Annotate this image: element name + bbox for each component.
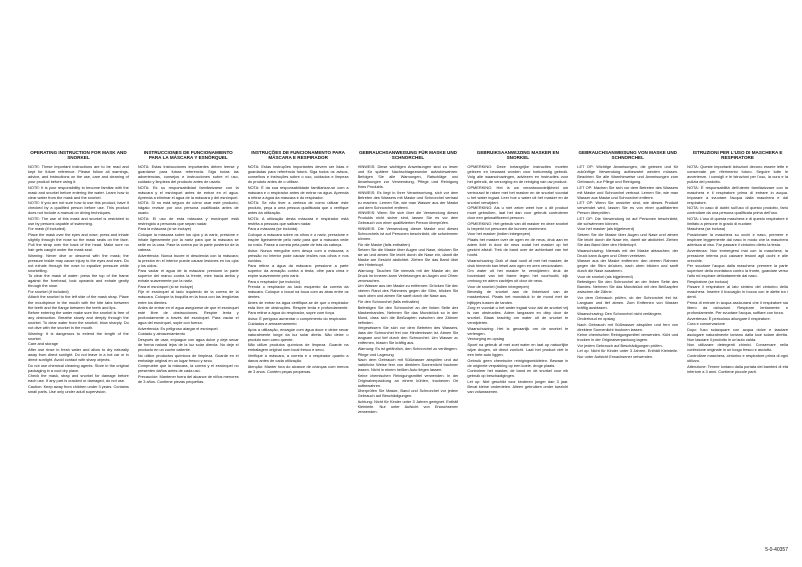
paragraph: NOTA: In caso di dubbi sull'uso di questo prodotto, farlo controllare da una persona qualificata prima dell'uso.	[687, 205, 788, 216]
paragraph: Prima di entrare in acqua assicurarsi che il respiratore sia libero da ostruzioni. Respirare lentamente e profondamente. Per svuotare l'acqua, soffiare con forza.	[687, 300, 788, 316]
column-italian	[687, 150, 788, 550]
paragraph: Voor het masker (indien inbegrepen)	[467, 231, 531, 237]
paragraph: Befestigen Sie den Schnorchel an der linken Seite des Bandes. Nehmen Sie das Mundstück mit den Beißzapfen zwischen die Zähne.	[577, 279, 679, 295]
paragraph: Após a utilização, enxagúe com água doce e deixe secar naturalmente longe da luz solar direta. Não deixe o produto num carro quente.	[247, 326, 349, 342]
paragraph: LET OP: Die Verwendung ist auf Personen beschränkt, die schwimmen können.	[577, 215, 679, 226]
paragraph: Dopo l'uso sciacquare con acqua dolce e lasciare asciugare naturalmente lontano dalla luce solare diretta. Non lasciare il prodotto in un'auto calda.	[687, 326, 788, 342]
column-title: INSTRUÇÕES DE FUNCIONAMENTO PARA MÁSCARA E RESPIRADOR	[251, 150, 345, 161]
paragraph: Wasser aus der Maske entfernen: den oberen Rahmen gegen die Stirn drücken, nach oben blicken und sanft durch die Nase ausatmen.	[577, 258, 679, 274]
paragraph: Advertencia: Nunca bucee ni descienda con la máscara; la presión en el interior puede causar lesiones en los ojos y los oídos.	[137, 252, 239, 268]
paragraph: Atenção: Manter fora do alcance de crianças com menos de 3 anos. Contém peças pequenas.	[247, 363, 349, 374]
column-title: GEBRUIKSAANWIJZING MASKER EN SNORKEL	[476, 150, 559, 161]
paragraph: Para vaciar el agua de la máscara: presione la parte superior del marco contra la frente, mire hacia arriba y exhale suavemente por la nariz.	[137, 268, 239, 284]
paragraph: NOTA: Estas instrucciones importantes deben leerse y guardarse para futura referencia. Siga todas las advertencias, consejos e instrucciones sobre el uso, cuidado y limpieza del producto antes de usarlo.	[137, 163, 239, 184]
paragraph: Cura e conservazione	[687, 321, 725, 327]
paragraph: Überprüfen Sie Maske, Band und Schnorchel vor jedem Gebrauch auf Beschädigungen.	[357, 388, 459, 399]
paragraph: LET OP: Wichtige Anweisungen, die gelesen und für zukünftige Verwendung aufbewahrt werden müssen. Beachten Sie alle Warnhinweise und Anweisungen zum Gebrauch, zur Pflege und Reinigung.	[577, 163, 679, 184]
paragraph: For mask (if included)	[28, 226, 66, 232]
paragraph: Precaución: Mantener fuera del alcance de niños menores de 3 años. Contiene piezas pequeñas.	[137, 373, 239, 384]
paragraph: Check the mask, strap and snorkel for damage before each use. If any part is cracked or damaged, do not use.	[28, 373, 129, 384]
column-body	[467, 164, 568, 395]
paragraph: Nach Gebrauch mit Süßwasser abspülen und fern von direktem Sonnenlicht trocknen lassen.	[577, 321, 679, 332]
column-body	[577, 164, 678, 359]
paragraph: OPMERKING: Als u niet zeker weet hoe u dit product moet gebruiken, laat het dan voor gebruik controleren door een gekwalificeerd persoon.	[467, 205, 569, 221]
column-title: GEBRAUCHSANWEISUNG FÜR MASKE UND SCHNORCHEL	[358, 150, 457, 161]
paragraph: Avvertenza: È pericoloso allungare il respiratore.	[687, 315, 771, 321]
paragraph: Bevestig de snorkel aan de linkerkant van de maskerband. Plaats het mondstuk in de mond met de bijtlipjes tussen de tanden.	[467, 289, 569, 305]
paragraph: Waarschuwing: Het is gevaarlijk om de snorkel te verlengen.	[467, 325, 569, 336]
paragraph: Setzen Sie die Maske über Augen und Nase und atmen Sie leicht durch die Nase ein, damit sie abdichtet. Ziehen Sie das Band über den Hinterkopf.	[577, 231, 679, 248]
paragraph: Non utilizzare detergenti chimici. Conservare nella confezione originale in un luogo fresco e asciutto.	[687, 342, 788, 353]
paragraph: LET OP: Machen Sie sich vor dem Betreten des Wassers mit Maske und Schnorchel vertraut. Lernen Sie, wie man Wasser aus Maske und Schnorchel entfernt.	[577, 184, 679, 200]
paragraph: Keine chemischen Reinigungsmittel verwenden. In der Originalverpackung an einem kühlen, trockenen Ort aufbewahren.	[357, 372, 459, 388]
paragraph: Voor de snorkel (als bijgeleverd)	[577, 273, 633, 279]
paragraph: NOTE: If you are not sure how to use this product, have it checked by a qualified person before use. This product does not include a manual on diving techniques.	[28, 200, 129, 216]
paragraph: Cuidado y almacenamiento	[137, 331, 185, 337]
paragraph: Maschera (se inclusa)	[687, 226, 726, 232]
paragraph: Compruebe que la máscara, la correa y el esnórquel no presenten daños antes de cada uso.	[137, 363, 239, 374]
paragraph: OPMERKING: Het gebruik van dit masker en deze snorkel is beperkt tot personen die kunnen zwemmen.	[467, 220, 569, 231]
paragraph: Plaats het masker over de ogen en de neus, druk aan en adem licht in door de neus zodat het masker op het gezicht afsluit. Trek de band over de achterkant van het hoofd.	[467, 236, 569, 258]
paragraph: Befestigen Sie den Schnorchel an der linken Seite des Maskenbandes. Nehmen Sie das Mundstück so in den Mund, dass sich die Beißzapfen zwischen den Zähnen befinden.	[357, 304, 459, 325]
column-english	[28, 150, 129, 550]
paragraph: Fissare il respiratore al lato sinistro del cinturino della maschera. Inserire il boccaglio in bocca con le alette tra i denti.	[687, 284, 788, 300]
paragraph: Care and storage	[28, 341, 59, 347]
paragraph: Gebruik geen chemische reinigingsmiddelen. Bewaar in de originele verpakking op een koele, droge plaats.	[467, 357, 569, 368]
paragraph: Setzen Sie die Maske über Augen und Nase, drücken Sie sie an und atmen Sie leicht durch die Nase ein, damit die Maske am Gesicht abdichtet. Ziehen Sie das Band über den Hinterkopf.	[357, 247, 459, 268]
column-dutch-german	[577, 150, 678, 550]
paragraph: Vergewissern Sie sich vor dem Betreten des Wassers, dass der Schnorchel frei von Hindernissen ist. Atmen Sie langsam und tief durch den Schnorchel. Um Wasser zu entfernen, blasen Sie kräftig aus.	[357, 325, 459, 346]
paragraph: Para la máscara (si se incluye)	[137, 226, 192, 232]
paragraph: HINWEIS: Die Verwendung dieser Maske und dieses Schnorchels ist auf Personen beschränkt, die schwimmen können.	[357, 225, 459, 241]
paragraph: HINWEIS: Wenn Sie sich über die Verwendung dieses Produkts nicht sicher sind, lassen Sie es vor dem Gebrauch von einer qualifizierten Person überprüfen.	[357, 210, 459, 226]
paragraph: Warning: It is dangerous to extend the length of the snorkel.	[28, 330, 129, 341]
paragraph: NOTA: Queste importanti istruzioni devono essere lette e conservate per riferimento futuro. Seguire tutte le avvertenze, i consigli e le istruzioni per l'uso, la cura e la pulizia del prodotto.	[687, 163, 788, 184]
column-body	[248, 164, 349, 374]
paragraph: For snorkel (if included)	[28, 288, 69, 294]
paragraph: Before entering the water make sure the snorkel is free of any obstruction. Breathe slowly and deeply through the snorkel. To clear water from the snorkel, blow sharply. Do not dive with the snorkel in the mouth.	[28, 310, 129, 331]
paragraph: Caution: Keep away from children under 3 years. Contains small parts. Use only under adult supervision.	[28, 383, 129, 394]
paragraph: Für den Schnorchel (falls enthalten)	[357, 299, 420, 305]
column-body	[28, 164, 129, 395]
paragraph: Controleer het masker, de band en de snorkel voor elk gebruik op beschadigingen.	[467, 368, 569, 379]
paragraph: LET OP: Wenn Sie unsicher sind, wie dieses Produkt verwendet wird, lassen Sie es von einer qualifizierten Person überprüfen.	[577, 200, 679, 216]
paragraph: Place the mask over the eyes and nose, press and inhale slightly through the nose so the mask seals on the face. Pull the strap over the back of the head. Make sure no hair gets caught under the mask seal.	[28, 231, 129, 253]
paragraph: Om water uit het masker te verwijderen: druk de bovenkant van het frame tegen het voorhoofd, kijk omhoog en adem zachtjes uit door de neus.	[467, 268, 569, 284]
paragraph: NOTE: The use of this mask and snorkel is restricted to use by persons capable of swimming.	[28, 215, 129, 226]
paragraph: Posizionare la maschera su occhi e naso, premere e inspirare leggermente dal naso in modo che la maschera aderisca al viso. Far passare il cinturino dietro la testa.	[687, 231, 788, 248]
paragraph: Antes de entrar en el agua asegúrese de que el esnórquel esté libre de obstrucciones. Respire lenta y profundamente a través del esnórquel. Para vaciar el agua del esnórquel, sople con fuerza.	[137, 305, 239, 326]
paragraph: Voor de snorkel (indien inbegrepen)	[467, 283, 530, 289]
paragraph: Vor jedem Gebrauch auf Beschädigungen prüfen.	[577, 342, 663, 348]
column-portuguese	[248, 150, 349, 550]
paragraph: Warnung: Tauchen Sie niemals mit der Maske ab; der Druck im Inneren kann Verletzungen an Augen und Ohren verursachen.	[357, 267, 459, 283]
paragraph: Warning: Never dive or descend with the mask; the pressure inside may cause injury to the eyes and ears. Do not exhale through the nose to equalize pressure while snorkelling.	[28, 252, 129, 273]
paragraph: NOTE: These important instructions are to be read and kept for future reference. Please follow all warnings, advice, and instructions on the use, care and cleaning of your product before using it.	[28, 163, 129, 184]
paragraph: NOTE: It is your responsibility to become familiar with the mask and snorkel before entering the water. Learn how to clear water from the mask and the snorkel.	[28, 184, 129, 200]
paragraph: Para el esnórquel (si se incluye)	[137, 283, 194, 289]
paragraph: To clear the mask of water: press the top of the frame against the forehead, look upwards and exhale gently through the nose.	[28, 273, 129, 289]
column-title: OPERATING INSTRUCTION FOR MASK AND SNORKEL	[30, 150, 127, 161]
paragraph: Coloque a máscara sobre os olhos e o nariz, pressione e inspire ligeiramente pelo nariz para que a máscara vede no rosto. Passe a correia pela parte de trás da cabeça.	[247, 231, 349, 248]
paragraph: OPMERKING: Het is uw verantwoordelijkheid om vertrouwd te raken met het masker en de snorkel voordat u het water ingaat. Leer hoe u water uit het masker en de snorkel verwijdert.	[467, 184, 569, 205]
column-german	[358, 150, 459, 550]
document-code: 5-0-40357	[765, 547, 788, 553]
paragraph: Do not use chemical cleaning agents. Store in the original packaging in a cool dry place.	[28, 362, 129, 373]
paragraph: Verzorging en opslag	[467, 336, 504, 342]
paragraph: Prenda o respirador ao lado esquerdo da correia da máscara. Coloque o bocal na boca com as abas entre os dentes.	[247, 284, 349, 300]
paragraph: Respiratore (se incluso)	[687, 278, 729, 284]
paragraph: NOTA: Estas instruções importantes devem ser lidas e guardadas para referência futura. Siga todos os avisos, conselhos e instruções sobre o uso, cuidados e limpeza do produto antes de o utilizar.	[247, 163, 349, 184]
paragraph: Aviso: Nunca mergulhe nem desça com a máscara; a pressão no interior pode causar lesões nos olhos e nos ouvidos.	[247, 247, 349, 263]
paragraph: HINWEIS: Es liegt in Ihrer Verantwortung, sich vor dem Betreten des Wassers mit Maske und Schnorchel vertraut zu machen. Lernen Sie, wie man Wasser aus der Maske und dem Schnorchel entfernt.	[357, 189, 459, 210]
column-title: GEBRAUCHSANWEISUNG VON MASKE UND SCHNORCHEL	[578, 150, 677, 161]
paragraph: Avvertenza: Non immergersi mai con la maschera; la pressione interna può causare lesioni agli occhi e alle orecchie.	[687, 247, 788, 263]
paragraph: Waarschuwing: Duik of daal nooit af met het masker; de druk binnenin kan letsel aan ogen en oren veroorzaken.	[467, 257, 569, 268]
paragraph: Não utilize produtos químicos de limpeza. Guarde na embalagem original num local fresco e seco.	[247, 342, 349, 353]
paragraph: Cuidados e armazenamento	[247, 321, 297, 327]
paragraph: Voor het masker (als bijgeleverd)	[577, 226, 635, 232]
paragraph: NOTA: É da sua responsabilidade familiarizar-se com a máscara e o respirador antes de entrar na água. Aprenda a retirar a água da máscara e do respirador.	[247, 184, 349, 200]
paragraph: No utilice productos químicos de limpieza. Guarde en el embalaje original en un lugar fresco y seco.	[137, 352, 239, 363]
paragraph: Um Wasser aus der Maske zu entfernen: Drücken Sie den oberen Rand des Rahmens gegen die Stirn, blicken Sie nach oben und atmen Sie sanft durch die Nase aus.	[357, 283, 459, 299]
paragraph: Spoel na gebruik af met zoet water en laat op natuurlijke wijze drogen, uit direct zonlicht. Laat het product niet in een hete auto liggen.	[467, 341, 569, 357]
paragraph: Waarschuwing: Niemals mit der Maske abtauchen; der Druck kann Augen und Ohren verletzen.	[577, 247, 679, 258]
paragraph: Zorg er voordat u het water ingaat voor dat de snorkel vrij is van obstructies. Adem langzaam en diep door de snorkel. Blaas krachtig om water uit de snorkel te verwijderen.	[467, 305, 569, 326]
paragraph: Achtung: Nicht für Kinder unter 3 Jahren geeignet. Enthält Kleinteile. Nur unter Aufsicht von Erwachsenen verwenden.	[357, 398, 459, 415]
paragraph: Verifique a máscara, a correia e o respirador quanto a danos antes de cada utilização.	[247, 353, 349, 364]
paragraph: Controllare maschera, cinturino e respiratore prima di ogni utilizzo.	[687, 353, 788, 364]
paragraph: OPMERKING: Deze belangrijke instructies moeten gelezen en bewaard worden voor toekomstig gebruik. Volg alle waarschuwingen, adviezen en instructies voor het gebruik, de verzorging en de reiniging van uw product.	[467, 163, 569, 184]
paragraph: Waarschuwing: Den Schnorchel nicht verlängern.	[577, 310, 663, 316]
paragraph: Attenzione: Tenere lontano dalla portata dei bambini di età inferiore a 3 anni. Contiene piccole parti.	[687, 363, 788, 374]
paragraph: Keine chemischen Reinigungsmittel verwenden. Kühl und trocken in der Originalverpackung lagern.	[577, 332, 679, 343]
column-dutch	[467, 150, 568, 550]
paragraph: Para o respirador (se incluído)	[247, 278, 301, 284]
paragraph: Advertencia: Es peligroso alargar el esnórquel.	[137, 325, 219, 331]
paragraph: Attach the snorkel to the left side of the mask strap. Place the mouthpiece in the mouth with the bite tabs between the teeth and the flange between the teeth and lips.	[28, 294, 129, 310]
paragraph: Aviso: É perigoso aumentar o comprimento do respirador.	[247, 315, 348, 321]
paragraph: NOTA: Es su responsabilidad familiarizarse con la máscara y el esnórquel antes de entrar en el agua. Aprenda a eliminar el agua de la máscara y del esnórquel.	[137, 184, 239, 200]
paragraph: Coloque la máscara sobre los ojos y la nariz, presione e inhale ligeramente por la nariz para que la máscara se selle en la cara. Pase la correa por la parte posterior de la cabeza.	[137, 231, 239, 253]
column-body	[358, 164, 459, 415]
column-title: ISTRUZIONI PER L'USO DI MASCHERA E RESPIRATORE	[692, 150, 783, 161]
paragraph: Para retirar a água da máscara: pressione a parte superior da armação contra a testa, olhe para cima e expire suavemente pelo nariz.	[247, 263, 349, 279]
column-spanish	[138, 150, 239, 550]
column-title: INSTRUCCIONES DE FUNCIONAMIENTO PARA LA MÁSCARA Y ESNÓRQUEL	[143, 150, 233, 161]
column-body	[138, 164, 239, 384]
paragraph: Für die Maske (falls enthalten)	[357, 241, 410, 247]
column-body	[687, 164, 788, 374]
paragraph: Warnung: Es ist gefährlich, den Schnorchel zu verlängern.	[357, 345, 458, 351]
paragraph: Después de usar, enjuague con agua dulce y deje secar de forma natural lejos de la luz solar directa. No deje el producto en un coche caliente.	[137, 336, 239, 352]
paragraph: Antes de entrar na água certifique-se de que o respirador está livre de obstruções. Respire lenta e profundamente. Para retirar a água do respirador, sopre com força.	[247, 300, 349, 316]
paragraph: NOTA: Si no está seguro de cómo usar este producto, hágalo revisar por una persona cualificada antes de usarlo.	[137, 200, 239, 216]
paragraph: Per svuotare l'acqua dalla maschera: premere la parte superiore della montatura contro la fronte, guardare verso l'alto ed espirare delicatamente dal naso.	[687, 263, 788, 279]
paragraph: Para a máscara (se incluída)	[247, 226, 298, 232]
paragraph: Let op: Niet geschikt voor kinderen jonger dan 3 jaar. Bevat kleine onderdelen. Alleen gebruiken onder toezicht van volwassenen.	[467, 378, 569, 394]
paragraph: Onderhoud en opslag	[577, 316, 615, 322]
paragraph: Nach dem Gebrauch mit Süßwasser abspülen und auf natürliche Weise fern von direktem Sonnenlicht trocknen lassen. Nicht in einem heißen Auto liegen lassen.	[357, 357, 459, 373]
paragraph: NOTA: Se não tiver a certeza de como utilizar este produto, peça a uma pessoa qualificada que o verifique antes da utilização.	[247, 200, 349, 216]
paragraph: Vor dem Gebrauch prüfen, ob der Schnorchel frei ist. Langsam und tief atmen. Zum Entfernen von Wasser kräftig ausblasen.	[577, 294, 679, 311]
paragraph: After use rinse in fresh water and allow to dry naturally away from direct sunlight. Do not leave in a hot car or in direct sunlight. Avoid contact with sharp objects.	[28, 346, 129, 363]
paragraph: HINWEIS: Diese wichtigen Anweisungen sind zu lesen und für spätere Nachschlagezwecke aufzubewahren. Befolgen Sie alle Warnungen, Ratschläge und Anweisungen zur Verwendung, Pflege und Reinigung Ihres Produkts.	[357, 163, 459, 189]
paragraph: NOTA: È responsabilità dell'utente familiarizzare con la maschera e il respiratore prima di entrare in acqua. Imparare a svuotare l'acqua dalla maschera e dal respiratore.	[687, 184, 788, 205]
paragraph: Let op: Nicht für Kinder unter 3 Jahren. Enthält Kleinteile. Nur unter Aufsicht Erwachsener verwenden.	[577, 348, 679, 359]
paragraph: Fije el esnórquel al lado izquierdo de la correa de la máscara. Coloque la boquilla en la boca con las lengüetas entre los dientes.	[137, 289, 239, 305]
paragraph: NOTA: A utilização desta máscara e respirador está restrita a pessoas que saibam nadar.	[247, 215, 349, 226]
language-columns	[28, 150, 788, 550]
paragraph: NOTA: L'uso di questa maschera e di questo respiratore è limitato a persone in grado di nuotare.	[687, 215, 788, 226]
paragraph: NOTA: El uso de esta máscara y esnórquel está restringido a personas que sepan nadar.	[137, 215, 239, 226]
paragraph: Pflege und Lagerung	[357, 351, 394, 357]
